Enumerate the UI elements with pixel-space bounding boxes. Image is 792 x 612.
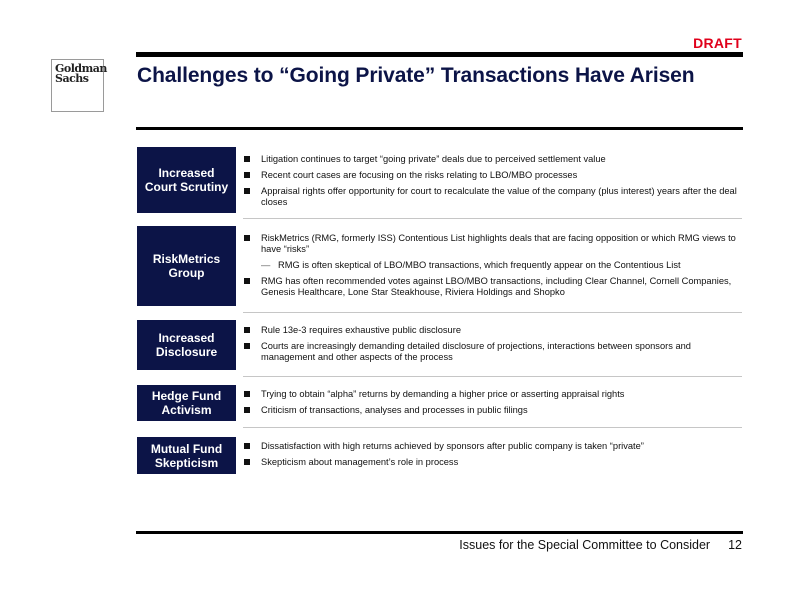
bullet-list <box>243 441 739 473</box>
bullet-item <box>243 405 739 416</box>
bullet-item <box>243 389 739 400</box>
bullet-item <box>243 341 739 363</box>
bullet-text: Rule 13e-3 requires exhaustive public disclosure <box>261 325 461 335</box>
bottom-rule <box>136 531 743 534</box>
bullet-list <box>243 154 739 213</box>
section-label: Increased Court Scrutiny <box>137 147 236 213</box>
bullet-item <box>243 457 739 468</box>
section-label: Mutual Fund Skepticism <box>137 437 236 474</box>
bullet-list <box>243 389 739 421</box>
bullet-text: Skepticism about management’s role in process <box>261 457 459 467</box>
bullet-text: Dissatisfaction with high returns achieved by sponsors after public company is taken “private” <box>261 441 644 451</box>
square-bullet-icon <box>244 278 250 284</box>
square-bullet-icon <box>244 172 250 178</box>
bullet-list <box>243 233 739 303</box>
sub-bullet-item <box>243 260 739 271</box>
section-label: Hedge Fund Activism <box>137 385 236 421</box>
section-divider <box>243 427 742 428</box>
page-number: 12 <box>728 538 742 552</box>
square-bullet-icon <box>244 156 250 162</box>
square-bullet-icon <box>244 391 250 397</box>
bullet-text: RiskMetrics (RMG, formerly ISS) Contentious List highlights deals that are facing opposition or which RMG views to have “risks” <box>261 233 736 254</box>
logo-line-1: Goldman <box>55 62 107 75</box>
bullet-text: RMG has often recommended votes against LBO/MBO transactions, including Clear Channel, Cornell Companies, Genesis Healthcare, Lone Star Steakhouse, Riviera Holdings and Shopko <box>261 276 732 297</box>
bullet-item <box>243 276 739 298</box>
section-label: RiskMetrics Group <box>137 226 236 306</box>
bullet-text: Appraisal rights offer opportunity for court to recalculate the value of the company (plus interest) years after the deal closes <box>261 186 737 207</box>
title-rule <box>136 127 743 130</box>
bullet-item <box>243 441 739 452</box>
bullet-text: RMG is often skeptical of LBO/MBO transactions, which frequently appear on the Contentious List <box>278 260 681 270</box>
top-rule <box>136 52 743 57</box>
square-bullet-icon <box>244 407 250 413</box>
bullet-item <box>243 325 739 336</box>
section-label: Increased Disclosure <box>137 320 236 370</box>
section-divider <box>243 376 742 377</box>
draft-label: DRAFT <box>693 35 742 51</box>
square-bullet-icon <box>244 188 250 194</box>
bullet-item <box>243 170 739 181</box>
page-footer <box>459 538 742 552</box>
logo-line-2: Sachs <box>55 72 89 85</box>
footer-text: Issues for the Special Committee to Consider <box>459 538 711 552</box>
bullet-text: Recent court cases are focusing on the risks relating to LBO/MBO processes <box>261 170 578 180</box>
square-bullet-icon <box>244 459 250 465</box>
section-divider <box>243 218 742 219</box>
bullet-text: Litigation continues to target “going private” deals due to perceived settlement value <box>261 154 606 164</box>
page-title: Challenges to “Going Private” Transactions Have Arisen <box>137 64 695 87</box>
bullet-text: Trying to obtain “alpha” returns by demanding a higher price or asserting appraisal rights <box>261 389 625 399</box>
square-bullet-icon <box>244 235 250 241</box>
bullet-list <box>243 325 739 368</box>
bullet-item <box>243 233 739 255</box>
bullet-item <box>243 186 739 208</box>
square-bullet-icon <box>244 343 250 349</box>
square-bullet-icon <box>244 327 250 333</box>
square-bullet-icon <box>244 443 250 449</box>
section-divider <box>243 312 742 313</box>
bullet-text: Courts are increasingly demanding detailed disclosure of projections, interactions between sponsors and management and other aspects of the process <box>261 341 691 362</box>
bullet-item <box>243 154 739 165</box>
dash-bullet-icon: — <box>261 260 271 270</box>
goldman-sachs-logo <box>51 59 107 112</box>
bullet-text: Criticism of transactions, analyses and processes in public filings <box>261 405 528 415</box>
